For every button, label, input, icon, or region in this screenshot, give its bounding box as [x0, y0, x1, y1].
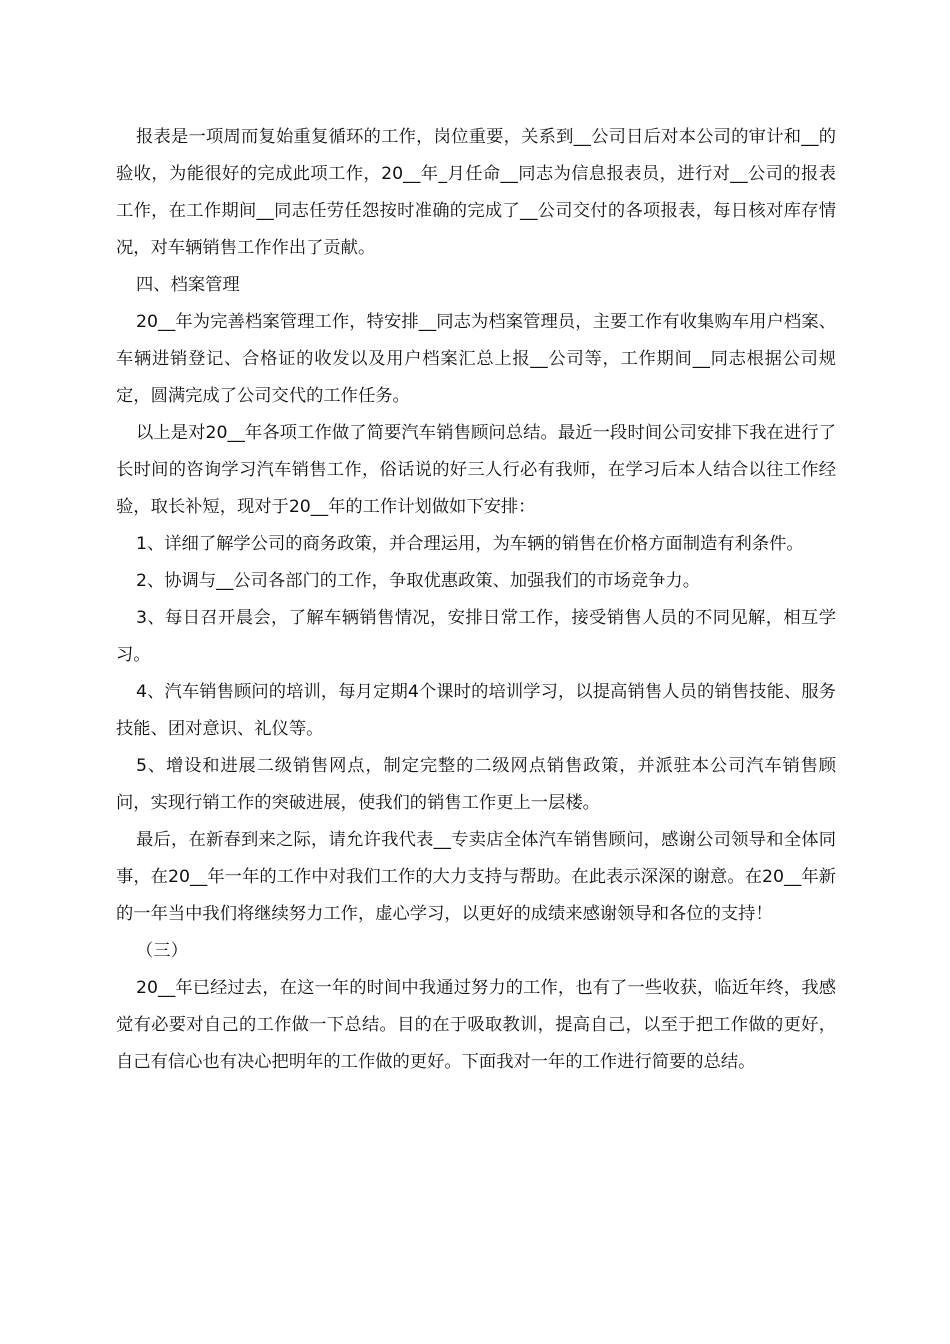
paragraph-report-work: 报表是一项周而复始重复循环的工作，岗位重要，关系到__公司日后对本公司的审计和__的验收，为能很好的完成此项工作，20__年_月任命__同志为信息报表员，进行对__公司的报表工作，在工作期间__同志任劳任怨按时准确的完成了__公司交付的各项报表，每日核对库存情况，对车辆销售工作作出了贡献。: [116, 127, 836, 258]
plan-item-1: 1、详细了解学公司的商务政策，并合理运用，为车辆的销售在价格方面制造有利条件。: [136, 534, 804, 554]
paragraph-archive-management: 20__年为完善档案管理工作，特安排__同志为档案管理员，主要工作有收集购车用户档案、车辆进销登记、合格证的收发以及用户档案汇总上报__公司等，工作期间__同志根据公司规定，圆满完成了公司交代的工作任务。: [116, 312, 836, 406]
document-body: [116, 119, 836, 1081]
plan-item-5: 5、增设和进展二级销售网点，制定完整的二级网点销售政策，并派驻本公司汽车销售顾问，实现行销工作的突破进展，使我们的销售工作更上一层楼。: [116, 756, 836, 813]
paragraph-work-plan-intro: 以上是对20__年各项工作做了简要汽车销售顾问总结。最近一段时间公司安排下我在进行了长时间的咨询学习汽车销售工作，俗话说的好三人行必有我师，在学习后本人结合以往工作经验，取长补短，现对于20__年的工作计划做如下安排：: [116, 423, 836, 517]
plan-item-4: 4、汽车销售顾问的培训，每月定期4个课时的培训学习，以提高销售人员的销售技能、服务技能、团对意识、礼仪等。: [116, 682, 836, 739]
paragraph-closing-thanks: 最后，在新春到来之际，请允许我代表__专卖店全体汽车销售顾问，感谢公司领导和全体同事，在20__年一年的工作中对我们工作的大力支持与帮助。在此表示深深的谢意。在20__年新的一年当中我们将继续努力工作，虚心学习，以更好的成绩来感谢领导和各位的支持！: [116, 830, 836, 924]
plan-item-2: 2、协调与__公司各部门的工作，争取优惠政策、加强我们的市场竞争力。: [136, 571, 700, 591]
section-heading-three: （三）: [136, 941, 188, 961]
plan-item-3: 3、每日召开晨会，了解车辆销售情况，安排日常工作，接受销售人员的不同见解，相互学习。: [116, 608, 836, 665]
section-heading-archive-management: 四、档案管理: [136, 275, 240, 295]
paragraph-year-summary-intro: 20__年已经过去，在这一年的时间中我通过努力的工作，也有了一些收获，临近年终，我感觉有必要对自己的工作做一下总结。目的在于吸取教训，提高自己，以至于把工作做的更好，自己有信心也有决心把明年的工作做的更好。下面我对一年的工作进行简要的总结。: [116, 978, 836, 1072]
